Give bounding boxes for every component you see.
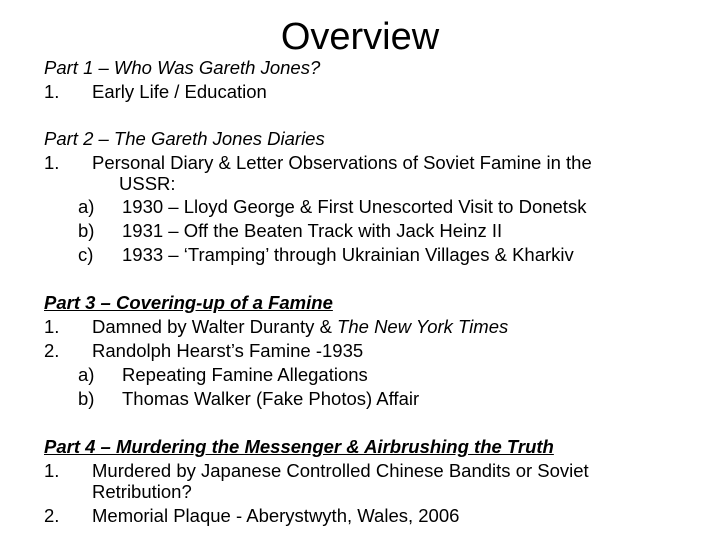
part2-heading: Part 2 – The Gareth Jones Diaries: [44, 128, 325, 149]
part1-heading: Part 1 – Who Was Gareth Jones?: [44, 57, 321, 78]
item-text-continued: Retribution?: [92, 481, 192, 502]
subitem-text: Thomas Walker (Fake Photos) Affair: [122, 388, 420, 409]
subitem-text: 1930 – Lloyd George & First Unescorted Visit to Donetsk: [122, 196, 587, 217]
item-text: Memorial Plaque - Aberystwyth, Wales, 2006: [92, 505, 460, 526]
subitem-letter: a): [78, 196, 95, 217]
part4-heading: Part 4 – Murdering the Messenger & Airbrushing the Truth: [44, 436, 554, 457]
item-text: Randolph Hearst’s Famine -1935: [92, 340, 364, 361]
slide-title: Overview: [280, 16, 440, 58]
item-number: 1.: [44, 316, 60, 337]
subitem-text: 1931 – Off the Beaten Track with Jack Heinz II: [122, 220, 503, 241]
item-number: 2.: [44, 340, 60, 361]
newspaper-title: The New York Times: [337, 316, 509, 337]
subitem-text: 1933 – ‘Tramping’ through Ukrainian Villages & Kharkiv: [122, 244, 574, 265]
subitem-letter: a): [78, 364, 95, 385]
item-number: 2.: [44, 505, 60, 526]
item-text: Personal Diary & Letter Observations of Soviet Famine in the: [92, 152, 592, 173]
item-text-continued: USSR:: [119, 173, 176, 194]
part3-heading: Part 3 – Covering-up of a Famine: [44, 292, 333, 313]
subitem-letter: c): [78, 244, 94, 265]
item-text: Murdered by Japanese Controlled Chinese Bandits or Soviet: [92, 460, 589, 481]
item-number: 1.: [44, 81, 60, 102]
subitem-letter: b): [78, 220, 95, 241]
item-number: 1.: [44, 152, 60, 173]
item-text-plain: Damned by Walter Duranty &: [92, 316, 338, 337]
item-number: 1.: [44, 460, 60, 481]
item-text: [92, 316, 508, 338]
subitem-letter: b): [78, 388, 95, 409]
item-text: Early Life / Education: [92, 81, 267, 102]
subitem-text: Repeating Famine Allegations: [122, 364, 368, 385]
